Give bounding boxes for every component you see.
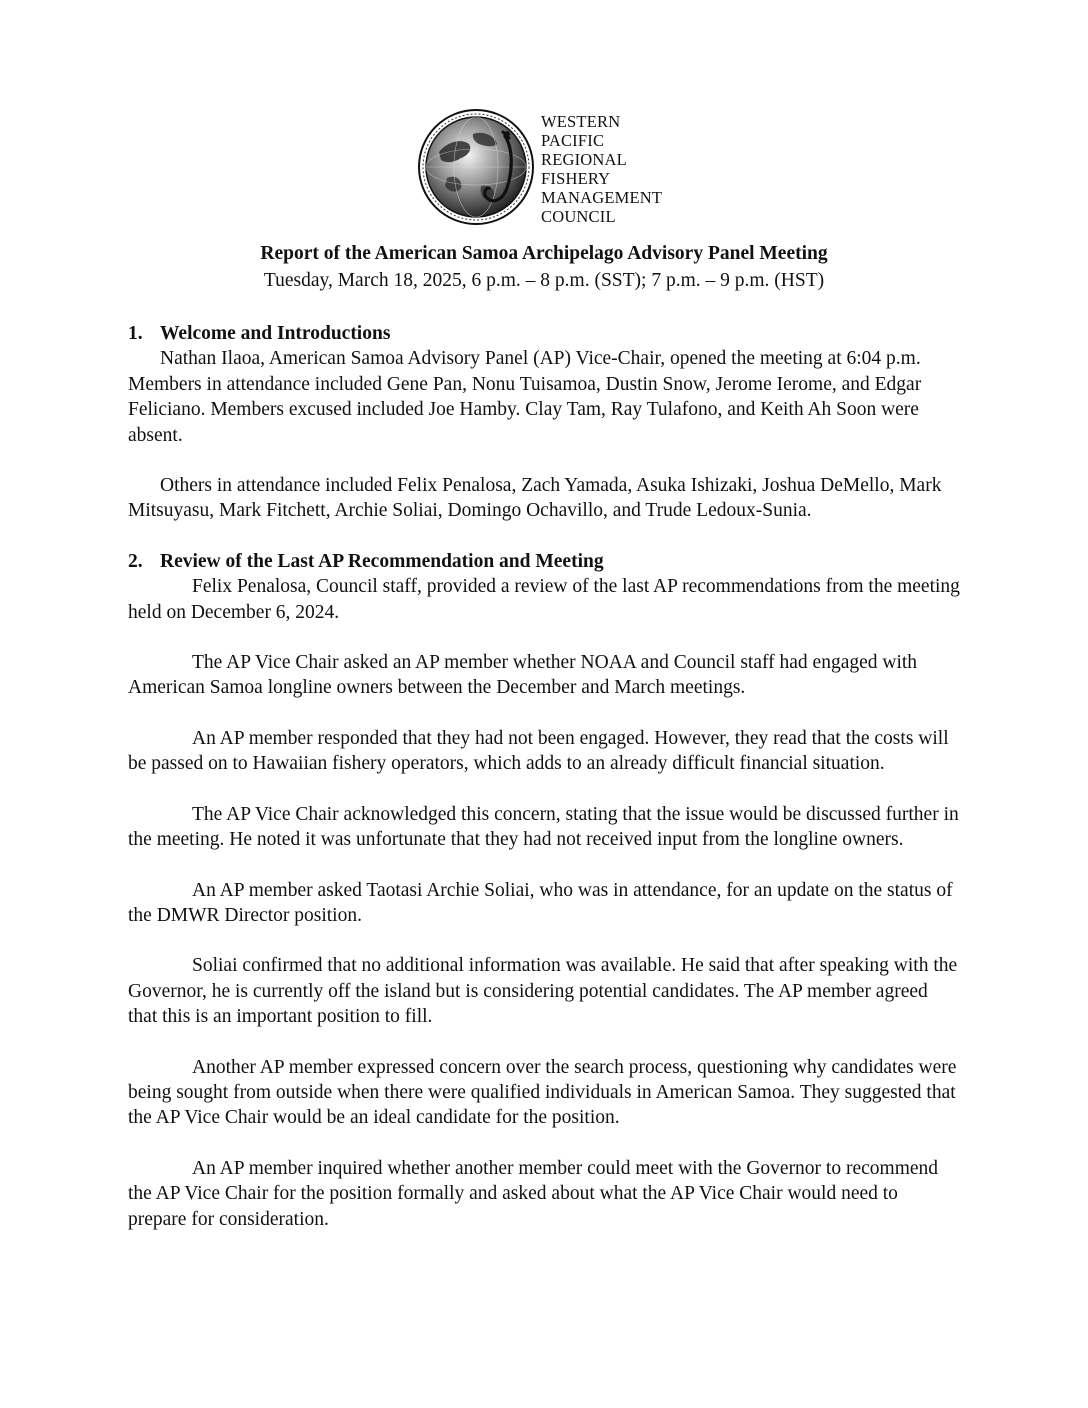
report-subtitle: Tuesday, March 18, 2025, 6 p.m. – 8 p.m. (SST); 7 p.m. – 9 p.m. (HST)	[263, 270, 825, 291]
report-body	[128, 321, 960, 1232]
org-name-line: REGIONAL	[541, 150, 627, 169]
paragraph: Felix Penalosa, Council staff, provided a review of the last AP recommendations from the meeting held on December 6, 2024.	[128, 576, 960, 623]
org-name-line: MANAGEMENT	[541, 188, 663, 207]
paragraph: The AP Vice Chair asked an AP member whether NOAA and Council staff had engaged with American Samoa longline owners between the December and March meetings.	[128, 652, 918, 699]
org-name-line: FISHERY	[541, 169, 611, 188]
org-name-line: WESTERN	[541, 112, 621, 131]
paragraph: An AP member asked Taotasi Archie Soliai, who was in attendance, for an update on the status of the DMWR Director position.	[128, 879, 953, 926]
section-number: 2.	[128, 550, 143, 572]
section-review	[128, 549, 960, 1232]
organization-name	[541, 112, 662, 226]
report-title: Report of the American Samoa Archipelago Advisory Panel Meeting	[260, 243, 828, 264]
paragraph: Soliai confirmed that no additional information was available. He said that after speaking with the Governor, he is currently off the island but is considering potential candidates. The AP member agreed that this is an important position to fill.	[128, 955, 958, 1028]
org-name-line: COUNCIL	[541, 207, 616, 226]
section-heading	[128, 549, 960, 574]
section-welcome	[128, 321, 960, 524]
section-title: Welcome and Introductions	[160, 323, 391, 344]
paragraph: Nathan Ilaoa, American Samoa Advisory Panel (AP) Vice-Chair, opened the meeting at 6:04 p.m. Members in attendance included Gene Pan, Nonu Tuisamoa, Dustin Snow, Jerome Ierome, and Edgar Feliciano. Members excused included Joe Hamby. Clay Tam, Ray Tulafono, and Keith Ah Soon were absent.	[128, 348, 922, 446]
section-title: Review of the Last AP Recommendation and Meeting	[160, 550, 604, 572]
section-heading	[128, 321, 960, 346]
council-globe-logo-icon	[417, 108, 535, 226]
paragraph: Another AP member expressed concern over the search process, questioning why candidates were being sought from outside when there were qualified individuals in American Samoa. They suggested that the AP Vice Chair would be an ideal candidate for the position.	[128, 1056, 957, 1129]
paragraph: An AP member inquired whether another member could meet with the Governor to recommend the AP Vice Chair for the position formally and asked about what the AP Vice Chair would need to prepare for consideration.	[128, 1157, 939, 1230]
paragraph: The AP Vice Chair acknowledged this concern, stating that the issue would be discussed further in the meeting. He noted it was unfortunate that they had not received input from the longline owners.	[128, 803, 959, 851]
paragraph: Others in attendance included Felix Penalosa, Zach Yamada, Asuka Ishizaki, Joshua DeMello, Mark Mitsuyasu, Mark Fitchett, Archie Soliai, Domingo Ochavillo, and Trude Ledoux-Sunia.	[128, 475, 942, 522]
letterhead	[417, 108, 687, 230]
paragraph: An AP member responded that they had not been engaged. However, they read that the costs will be passed on to Hawaiian fishery operators, which adds to an already difficult financial situation.	[128, 727, 949, 775]
org-name-line: PACIFIC	[541, 131, 605, 150]
section-number: 1.	[128, 323, 143, 344]
